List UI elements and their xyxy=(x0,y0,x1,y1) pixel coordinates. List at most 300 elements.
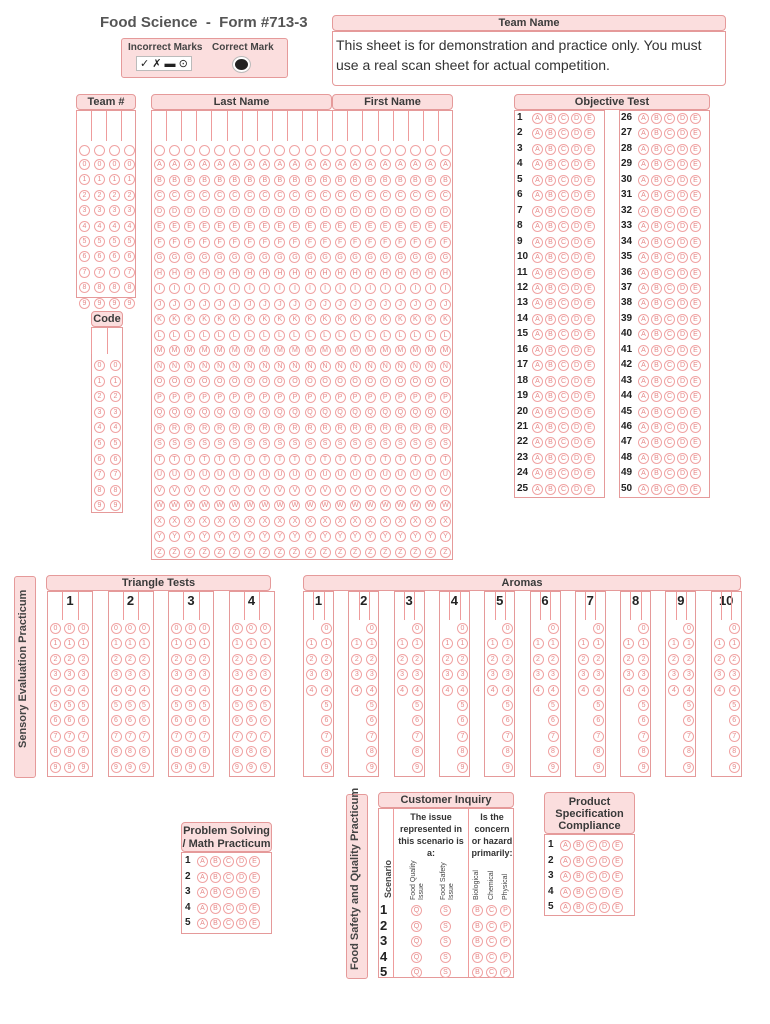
objective-choice-bubble[interactable]: D xyxy=(571,159,582,170)
team-digit-bubble[interactable]: 5 xyxy=(109,236,120,247)
first-name-letter-bubble[interactable]: L xyxy=(365,330,376,341)
problem-choice-bubble[interactable]: C xyxy=(223,918,234,929)
problem-choice-bubble[interactable]: C xyxy=(223,903,234,914)
triangle-digit-bubble[interactable]: 8 xyxy=(260,746,271,757)
objective-choice-bubble[interactable]: B xyxy=(651,190,662,201)
triangle-digit-bubble[interactable]: 7 xyxy=(78,731,89,742)
aroma-digit-bubble[interactable]: 0 xyxy=(548,623,559,634)
objective-choice-bubble[interactable]: E xyxy=(584,113,595,124)
objective-choice-bubble[interactable]: C xyxy=(558,407,569,418)
triangle-digit-bubble[interactable]: 2 xyxy=(260,654,271,665)
aroma-digit-bubble[interactable]: 3 xyxy=(638,669,649,680)
last-name-letter-bubble[interactable]: Y xyxy=(259,531,270,542)
last-name-letter-bubble[interactable]: Q xyxy=(154,407,165,418)
aroma-digit-bubble[interactable]: 2 xyxy=(457,654,468,665)
last-name-letter-bubble[interactable]: A xyxy=(169,159,180,170)
quality-bubble[interactable]: Q xyxy=(411,952,422,963)
first-name-letter-bubble[interactable]: W xyxy=(395,500,406,511)
last-name-letter-bubble[interactable]: F xyxy=(229,237,240,248)
first-name-letter-bubble[interactable]: H xyxy=(365,268,376,279)
last-name-letter-bubble[interactable]: O xyxy=(274,376,285,387)
objective-choice-bubble[interactable]: D xyxy=(571,314,582,325)
last-name-letter-bubble[interactable]: M xyxy=(169,345,180,356)
objective-choice-bubble[interactable]: D xyxy=(677,206,688,217)
team-digit-bubble[interactable]: 3 xyxy=(109,205,120,216)
hazard-bubble[interactable]: P xyxy=(500,921,511,932)
last-name-letter-bubble[interactable]: K xyxy=(184,314,195,325)
first-name-letter-bubble[interactable]: X xyxy=(425,516,436,527)
objective-choice-bubble[interactable]: A xyxy=(638,422,649,433)
aroma-digit-bubble[interactable]: 2 xyxy=(351,654,362,665)
product-choice-bubble[interactable]: C xyxy=(586,871,597,882)
last-name-letter-bubble[interactable]: R xyxy=(199,423,210,434)
last-name-letter-bubble[interactable]: O xyxy=(184,376,195,387)
objective-choice-bubble[interactable]: B xyxy=(545,422,556,433)
first-name-letter-bubble[interactable]: Y xyxy=(440,531,451,542)
objective-choice-bubble[interactable]: C xyxy=(558,175,569,186)
last-name-letter-bubble[interactable]: J xyxy=(229,299,240,310)
last-name-letter-bubble[interactable]: N xyxy=(184,361,195,372)
last-name-letter-bubble[interactable]: H xyxy=(259,268,270,279)
product-choice-bubble[interactable]: C xyxy=(586,902,597,913)
objective-choice-bubble[interactable]: B xyxy=(545,345,556,356)
objective-choice-bubble[interactable]: D xyxy=(677,283,688,294)
first-name-letter-bubble[interactable]: D xyxy=(410,206,421,217)
last-name-letter-bubble[interactable]: C xyxy=(244,190,255,201)
last-name-letter-bubble[interactable]: P xyxy=(214,392,225,403)
last-name-letter-bubble[interactable]: Y xyxy=(305,531,316,542)
blank-bubble[interactable] xyxy=(124,145,135,156)
first-name-letter-bubble[interactable]: T xyxy=(410,454,421,465)
last-name-letter-bubble[interactable]: B xyxy=(305,175,316,186)
last-name-letter-bubble[interactable]: Y xyxy=(169,531,180,542)
last-name-letter-bubble[interactable]: N xyxy=(169,361,180,372)
triangle-digit-bubble[interactable]: 7 xyxy=(50,731,61,742)
first-name-letter-bubble[interactable]: F xyxy=(350,237,361,248)
first-name-letter-bubble[interactable]: T xyxy=(440,454,451,465)
objective-choice-bubble[interactable]: E xyxy=(690,283,701,294)
last-name-letter-bubble[interactable]: Z xyxy=(214,547,225,558)
product-choice-bubble[interactable]: D xyxy=(599,840,610,851)
last-name-letter-bubble[interactable]: B xyxy=(184,175,195,186)
aroma-digit-bubble[interactable]: 4 xyxy=(638,685,649,696)
last-name-letter-bubble[interactable]: Q xyxy=(169,407,180,418)
objective-choice-bubble[interactable]: C xyxy=(664,453,675,464)
triangle-digit-bubble[interactable]: 8 xyxy=(111,746,122,757)
objective-choice-bubble[interactable]: E xyxy=(690,407,701,418)
last-name-letter-bubble[interactable]: I xyxy=(214,283,225,294)
aroma-digit-bubble[interactable]: 7 xyxy=(729,731,740,742)
triangle-digit-bubble[interactable]: 3 xyxy=(199,669,210,680)
objective-choice-bubble[interactable]: E xyxy=(690,437,701,448)
objective-choice-bubble[interactable]: A xyxy=(532,298,543,309)
first-name-letter-bubble[interactable]: R xyxy=(440,423,451,434)
objective-choice-bubble[interactable]: B xyxy=(651,175,662,186)
last-name-letter-bubble[interactable]: P xyxy=(229,392,240,403)
last-name-letter-bubble[interactable]: M xyxy=(274,345,285,356)
team-digit-bubble[interactable]: 8 xyxy=(79,282,90,293)
last-name-letter-bubble[interactable]: A xyxy=(154,159,165,170)
first-name-letter-bubble[interactable]: L xyxy=(440,330,451,341)
last-name-letter-bubble[interactable]: X xyxy=(274,516,285,527)
product-choice-bubble[interactable]: E xyxy=(612,840,623,851)
last-name-letter-bubble[interactable]: D xyxy=(229,206,240,217)
first-name-letter-bubble[interactable]: Z xyxy=(410,547,421,558)
objective-choice-bubble[interactable]: B xyxy=(545,252,556,263)
first-name-letter-bubble[interactable]: V xyxy=(395,485,406,496)
hazard-bubble[interactable]: P xyxy=(500,967,511,978)
triangle-digit-bubble[interactable]: 6 xyxy=(78,715,89,726)
last-name-letter-bubble[interactable]: Z xyxy=(154,547,165,558)
objective-choice-bubble[interactable]: D xyxy=(677,237,688,248)
first-name-letter-bubble[interactable]: C xyxy=(395,190,406,201)
triangle-digit-bubble[interactable]: 1 xyxy=(78,638,89,649)
last-name-letter-bubble[interactable]: T xyxy=(305,454,316,465)
objective-choice-bubble[interactable]: D xyxy=(571,283,582,294)
first-name-letter-bubble[interactable]: B xyxy=(350,175,361,186)
last-name-letter-bubble[interactable]: E xyxy=(320,221,331,232)
aroma-digit-bubble[interactable]: 2 xyxy=(638,654,649,665)
objective-choice-bubble[interactable]: C xyxy=(558,360,569,371)
aroma-digit-bubble[interactable]: 1 xyxy=(668,638,679,649)
blank-bubble[interactable] xyxy=(425,145,436,156)
objective-choice-bubble[interactable]: A xyxy=(532,221,543,232)
objective-choice-bubble[interactable]: B xyxy=(651,206,662,217)
hazard-bubble[interactable]: P xyxy=(500,952,511,963)
aroma-digit-bubble[interactable]: 8 xyxy=(593,746,604,757)
last-name-letter-bubble[interactable]: C xyxy=(169,190,180,201)
objective-choice-bubble[interactable]: B xyxy=(545,329,556,340)
hazard-bubble[interactable]: C xyxy=(486,905,497,916)
code-digit-bubble[interactable]: 7 xyxy=(94,469,105,480)
first-name-letter-bubble[interactable]: S xyxy=(440,438,451,449)
last-name-letter-bubble[interactable]: D xyxy=(305,206,316,217)
code-digit-bubble[interactable]: 4 xyxy=(110,422,121,433)
aroma-digit-bubble[interactable]: 4 xyxy=(578,685,589,696)
objective-choice-bubble[interactable]: C xyxy=(558,268,569,279)
aroma-digit-bubble[interactable]: 2 xyxy=(578,654,589,665)
last-name-letter-bubble[interactable]: G xyxy=(184,252,195,263)
last-name-letter-bubble[interactable]: Q xyxy=(214,407,225,418)
aroma-digit-bubble[interactable]: 4 xyxy=(397,685,408,696)
first-name-letter-bubble[interactable]: T xyxy=(395,454,406,465)
objective-choice-bubble[interactable]: E xyxy=(690,468,701,479)
aroma-digit-bubble[interactable]: 8 xyxy=(502,746,513,757)
objective-choice-bubble[interactable]: E xyxy=(690,144,701,155)
last-name-letter-bubble[interactable]: I xyxy=(154,283,165,294)
first-name-letter-bubble[interactable]: P xyxy=(410,392,421,403)
triangle-digit-bubble[interactable]: 3 xyxy=(50,669,61,680)
aroma-digit-bubble[interactable]: 0 xyxy=(638,623,649,634)
triangle-digit-bubble[interactable]: 0 xyxy=(78,623,89,634)
last-name-letter-bubble[interactable]: I xyxy=(169,283,180,294)
code-digit-bubble[interactable]: 2 xyxy=(110,391,121,402)
last-name-letter-bubble[interactable]: J xyxy=(289,299,300,310)
product-choice-bubble[interactable]: A xyxy=(560,856,571,867)
last-name-letter-bubble[interactable]: L xyxy=(305,330,316,341)
first-name-letter-bubble[interactable]: Q xyxy=(335,407,346,418)
first-name-letter-bubble[interactable]: P xyxy=(335,392,346,403)
last-name-letter-bubble[interactable]: P xyxy=(320,392,331,403)
safety-bubble[interactable]: S xyxy=(440,905,451,916)
first-name-letter-bubble[interactable]: Z xyxy=(425,547,436,558)
problem-choice-bubble[interactable]: B xyxy=(210,918,221,929)
last-name-letter-bubble[interactable]: X xyxy=(320,516,331,527)
first-name-letter-bubble[interactable]: T xyxy=(380,454,391,465)
last-name-letter-bubble[interactable]: R xyxy=(289,423,300,434)
triangle-digit-bubble[interactable]: 2 xyxy=(199,654,210,665)
first-name-letter-bubble[interactable]: B xyxy=(440,175,451,186)
product-choice-bubble[interactable]: C xyxy=(586,856,597,867)
last-name-letter-bubble[interactable]: S xyxy=(169,438,180,449)
first-name-letter-bubble[interactable]: E xyxy=(350,221,361,232)
first-name-letter-bubble[interactable]: V xyxy=(365,485,376,496)
objective-choice-bubble[interactable]: D xyxy=(571,345,582,356)
last-name-letter-bubble[interactable]: Q xyxy=(305,407,316,418)
blank-bubble[interactable] xyxy=(365,145,376,156)
first-name-letter-bubble[interactable]: R xyxy=(380,423,391,434)
objective-choice-bubble[interactable]: E xyxy=(584,376,595,387)
last-name-letter-bubble[interactable]: T xyxy=(229,454,240,465)
safety-bubble[interactable]: S xyxy=(440,967,451,978)
first-name-letter-bubble[interactable]: N xyxy=(350,361,361,372)
last-name-letter-bubble[interactable]: K xyxy=(274,314,285,325)
objective-choice-bubble[interactable]: B xyxy=(545,298,556,309)
aroma-digit-bubble[interactable]: 3 xyxy=(351,669,362,680)
problem-choice-bubble[interactable]: E xyxy=(249,856,260,867)
objective-choice-bubble[interactable]: D xyxy=(677,391,688,402)
last-name-letter-bubble[interactable]: J xyxy=(259,299,270,310)
last-name-letter-bubble[interactable]: E xyxy=(244,221,255,232)
objective-choice-bubble[interactable]: E xyxy=(584,360,595,371)
first-name-letter-bubble[interactable]: R xyxy=(425,423,436,434)
triangle-digit-bubble[interactable]: 9 xyxy=(125,762,136,773)
objective-choice-bubble[interactable]: D xyxy=(677,298,688,309)
last-name-letter-bubble[interactable]: S xyxy=(244,438,255,449)
objective-choice-bubble[interactable]: A xyxy=(532,128,543,139)
last-name-letter-bubble[interactable]: J xyxy=(305,299,316,310)
first-name-letter-bubble[interactable]: W xyxy=(350,500,361,511)
aroma-digit-bubble[interactable]: 0 xyxy=(502,623,513,634)
first-name-letter-bubble[interactable]: O xyxy=(350,376,361,387)
objective-choice-bubble[interactable]: C xyxy=(664,113,675,124)
objective-choice-bubble[interactable]: A xyxy=(638,345,649,356)
aroma-digit-bubble[interactable]: 0 xyxy=(366,623,377,634)
aroma-digit-bubble[interactable]: 6 xyxy=(366,715,377,726)
last-name-letter-bubble[interactable]: A xyxy=(274,159,285,170)
objective-choice-bubble[interactable]: B xyxy=(545,468,556,479)
objective-choice-bubble[interactable]: E xyxy=(584,206,595,217)
objective-choice-bubble[interactable]: E xyxy=(690,376,701,387)
objective-choice-bubble[interactable]: D xyxy=(571,437,582,448)
aroma-digit-bubble[interactable]: 9 xyxy=(548,762,559,773)
code-digit-bubble[interactable]: 5 xyxy=(110,438,121,449)
aroma-digit-bubble[interactable]: 2 xyxy=(442,654,453,665)
last-name-letter-bubble[interactable]: I xyxy=(259,283,270,294)
first-name-letter-bubble[interactable]: T xyxy=(335,454,346,465)
triangle-digit-bubble[interactable]: 2 xyxy=(171,654,182,665)
last-name-letter-bubble[interactable]: V xyxy=(244,485,255,496)
objective-choice-bubble[interactable]: E xyxy=(584,345,595,356)
objective-choice-bubble[interactable]: B xyxy=(651,237,662,248)
aroma-digit-bubble[interactable]: 0 xyxy=(321,623,332,634)
first-name-letter-bubble[interactable]: F xyxy=(365,237,376,248)
last-name-letter-bubble[interactable]: I xyxy=(229,283,240,294)
triangle-digit-bubble[interactable]: 0 xyxy=(64,623,75,634)
objective-choice-bubble[interactable]: B xyxy=(545,391,556,402)
objective-choice-bubble[interactable]: A xyxy=(638,360,649,371)
objective-choice-bubble[interactable]: B xyxy=(545,283,556,294)
safety-bubble[interactable]: S xyxy=(440,921,451,932)
first-name-letter-bubble[interactable]: N xyxy=(395,361,406,372)
triangle-digit-bubble[interactable]: 7 xyxy=(111,731,122,742)
last-name-letter-bubble[interactable]: K xyxy=(229,314,240,325)
objective-choice-bubble[interactable]: D xyxy=(677,221,688,232)
objective-choice-bubble[interactable]: B xyxy=(651,329,662,340)
last-name-letter-bubble[interactable]: S xyxy=(320,438,331,449)
triangle-digit-bubble[interactable]: 1 xyxy=(246,638,257,649)
triangle-digit-bubble[interactable]: 0 xyxy=(50,623,61,634)
last-name-letter-bubble[interactable]: W xyxy=(169,500,180,511)
last-name-letter-bubble[interactable]: C xyxy=(184,190,195,201)
aroma-digit-bubble[interactable]: 8 xyxy=(412,746,423,757)
aroma-digit-bubble[interactable]: 4 xyxy=(623,685,634,696)
objective-choice-bubble[interactable]: D xyxy=(677,113,688,124)
first-name-letter-bubble[interactable]: M xyxy=(395,345,406,356)
first-name-letter-bubble[interactable]: R xyxy=(395,423,406,434)
first-name-letter-bubble[interactable]: A xyxy=(410,159,421,170)
last-name-letter-bubble[interactable]: I xyxy=(244,283,255,294)
triangle-digit-bubble[interactable]: 4 xyxy=(111,685,122,696)
objective-choice-bubble[interactable]: D xyxy=(571,484,582,495)
objective-choice-bubble[interactable]: C xyxy=(664,206,675,217)
last-name-letter-bubble[interactable]: F xyxy=(305,237,316,248)
aroma-digit-bubble[interactable]: 0 xyxy=(729,623,740,634)
objective-choice-bubble[interactable]: A xyxy=(532,314,543,325)
objective-choice-bubble[interactable]: D xyxy=(677,407,688,418)
first-name-letter-bubble[interactable]: I xyxy=(350,283,361,294)
triangle-digit-bubble[interactable]: 0 xyxy=(246,623,257,634)
team-digit-bubble[interactable]: 1 xyxy=(94,174,105,185)
team-digit-bubble[interactable]: 2 xyxy=(79,190,90,201)
first-name-letter-bubble[interactable]: U xyxy=(335,469,346,480)
triangle-digit-bubble[interactable]: 8 xyxy=(125,746,136,757)
first-name-letter-bubble[interactable]: D xyxy=(395,206,406,217)
last-name-letter-bubble[interactable]: T xyxy=(214,454,225,465)
aroma-digit-bubble[interactable]: 2 xyxy=(397,654,408,665)
triangle-digit-bubble[interactable]: 4 xyxy=(125,685,136,696)
objective-choice-bubble[interactable]: A xyxy=(532,345,543,356)
last-name-letter-bubble[interactable]: V xyxy=(214,485,225,496)
last-name-letter-bubble[interactable]: N xyxy=(320,361,331,372)
aroma-digit-bubble[interactable]: 2 xyxy=(366,654,377,665)
last-name-letter-bubble[interactable]: F xyxy=(320,237,331,248)
triangle-digit-bubble[interactable]: 3 xyxy=(171,669,182,680)
last-name-letter-bubble[interactable]: K xyxy=(169,314,180,325)
product-choice-bubble[interactable]: B xyxy=(573,871,584,882)
first-name-letter-bubble[interactable]: U xyxy=(425,469,436,480)
objective-choice-bubble[interactable]: D xyxy=(571,407,582,418)
last-name-letter-bubble[interactable]: V xyxy=(184,485,195,496)
first-name-letter-bubble[interactable]: J xyxy=(365,299,376,310)
objective-choice-bubble[interactable]: E xyxy=(690,268,701,279)
objective-choice-bubble[interactable]: B xyxy=(545,144,556,155)
objective-choice-bubble[interactable]: A xyxy=(532,360,543,371)
last-name-letter-bubble[interactable]: J xyxy=(244,299,255,310)
objective-choice-bubble[interactable]: A xyxy=(638,268,649,279)
aroma-digit-bubble[interactable]: 3 xyxy=(366,669,377,680)
last-name-letter-bubble[interactable]: D xyxy=(289,206,300,217)
last-name-letter-bubble[interactable]: Y xyxy=(244,531,255,542)
objective-choice-bubble[interactable]: E xyxy=(584,221,595,232)
team-digit-bubble[interactable]: 3 xyxy=(124,205,135,216)
objective-choice-bubble[interactable]: D xyxy=(677,453,688,464)
aroma-digit-bubble[interactable]: 9 xyxy=(321,762,332,773)
last-name-letter-bubble[interactable]: L xyxy=(274,330,285,341)
last-name-letter-bubble[interactable]: E xyxy=(184,221,195,232)
first-name-letter-bubble[interactable]: W xyxy=(380,500,391,511)
objective-choice-bubble[interactable]: A xyxy=(532,329,543,340)
hazard-bubble[interactable]: B xyxy=(472,952,483,963)
aroma-digit-bubble[interactable]: 6 xyxy=(638,715,649,726)
team-digit-bubble[interactable]: 0 xyxy=(109,159,120,170)
first-name-letter-bubble[interactable]: U xyxy=(440,469,451,480)
first-name-letter-bubble[interactable]: G xyxy=(410,252,421,263)
first-name-letter-bubble[interactable]: C xyxy=(350,190,361,201)
first-name-letter-bubble[interactable]: W xyxy=(440,500,451,511)
triangle-digit-bubble[interactable]: 5 xyxy=(50,700,61,711)
last-name-letter-bubble[interactable]: R xyxy=(305,423,316,434)
last-name-letter-bubble[interactable]: X xyxy=(169,516,180,527)
last-name-letter-bubble[interactable]: I xyxy=(289,283,300,294)
last-name-letter-bubble[interactable]: Q xyxy=(199,407,210,418)
team-name-box[interactable] xyxy=(332,31,726,86)
team-digit-bubble[interactable]: 6 xyxy=(79,251,90,262)
problem-choice-bubble[interactable]: B xyxy=(210,872,221,883)
first-name-letter-bubble[interactable]: L xyxy=(350,330,361,341)
problem-choice-bubble[interactable]: D xyxy=(236,887,247,898)
objective-choice-bubble[interactable]: A xyxy=(638,237,649,248)
aroma-digit-bubble[interactable]: 2 xyxy=(714,654,725,665)
aroma-digit-bubble[interactable]: 5 xyxy=(502,700,513,711)
first-name-letter-bubble[interactable]: B xyxy=(410,175,421,186)
first-name-letter-bubble[interactable]: E xyxy=(380,221,391,232)
objective-choice-bubble[interactable]: A xyxy=(532,407,543,418)
objective-choice-bubble[interactable]: C xyxy=(664,360,675,371)
product-choice-bubble[interactable]: C xyxy=(586,887,597,898)
last-name-letter-bubble[interactable]: W xyxy=(289,500,300,511)
last-name-letter-bubble[interactable]: P xyxy=(259,392,270,403)
team-digit-bubble[interactable]: 7 xyxy=(79,267,90,278)
objective-choice-bubble[interactable]: E xyxy=(690,237,701,248)
first-name-letter-bubble[interactable]: U xyxy=(380,469,391,480)
product-choice-bubble[interactable]: E xyxy=(612,887,623,898)
first-name-letter-bubble[interactable]: X xyxy=(335,516,346,527)
product-choice-bubble[interactable]: A xyxy=(560,840,571,851)
first-name-letter-bubble[interactable]: N xyxy=(410,361,421,372)
first-name-letter-bubble[interactable]: Q xyxy=(365,407,376,418)
last-name-letter-bubble[interactable]: I xyxy=(274,283,285,294)
last-name-letter-bubble[interactable]: B xyxy=(199,175,210,186)
first-name-letter-bubble[interactable]: Y xyxy=(380,531,391,542)
triangle-digit-bubble[interactable]: 7 xyxy=(64,731,75,742)
objective-choice-bubble[interactable]: B xyxy=(545,484,556,495)
team-digit-bubble[interactable]: 5 xyxy=(79,236,90,247)
hazard-bubble[interactable]: P xyxy=(500,905,511,916)
first-name-letter-bubble[interactable]: L xyxy=(410,330,421,341)
triangle-digit-bubble[interactable]: 5 xyxy=(125,700,136,711)
first-name-letter-bubble[interactable]: G xyxy=(425,252,436,263)
